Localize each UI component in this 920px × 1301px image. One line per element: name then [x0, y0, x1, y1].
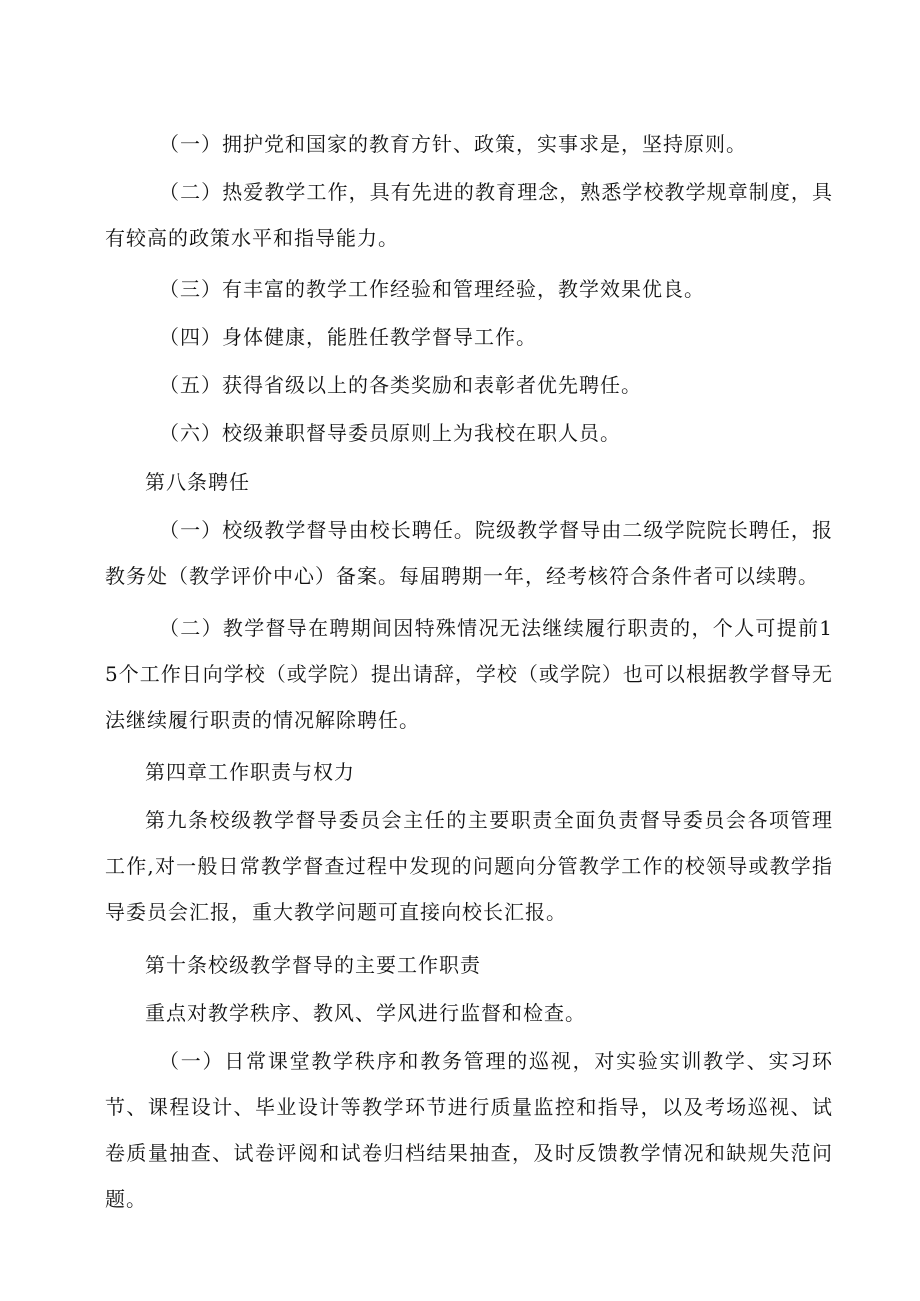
- duty-paragraph-1: （一）日常课堂教学秩序和教务管理的巡视，对实验实训教学、实习环节、课程设计、毕业设计等教学环节进行质量监控和指导，以及考场巡视、试卷质量抽查、试卷评阅和试卷归档结果抽查，及时反馈教学情况和缺规失范问题。: [105, 1049, 833, 1211]
- paragraph-qualification-5: （五）获得省级以上的各类奖励和表彰者优先聘任。: [159, 373, 642, 397]
- chapter-4-heading: 第四章工作职责与权力: [145, 760, 355, 784]
- paragraph-qualification-1: （一）拥护党和国家的教育方针、政策，实事求是，坚持原则。: [159, 132, 747, 156]
- paragraph-qualification-3: （三）有丰富的教学工作经验和管理经验，教学效果优良。: [159, 277, 705, 301]
- article-10-heading: 第十条校级教学督导的主要工作职责: [145, 953, 481, 977]
- article-8-heading: 第八条聘任: [145, 470, 250, 494]
- paragraph-appointment-2: （二）教学督导在聘期间因特殊情况无法继续履行职责的，个人可提前15个工作日向学校（或学院）提出请辞，学校（或学院）也可以根据教学督导无法继续履行职责的情况解除聘任。: [105, 616, 833, 732]
- paragraph-appointment-1: （一）校级教学督导由校长聘任。院级教学督导由二级学院院长聘任，报教务处（教学评价中心）备案。每届聘期一年，经考核符合条件者可以续聘。: [105, 518, 833, 588]
- paragraph-qualification-4: （四）身体健康，能胜任教学督导工作。: [159, 325, 537, 349]
- article-9-paragraph: 第九条校级教学督导委员会主任的主要职责全面负责督导委员会各项管理工作,对一般日常教学督查过程中发现的问题向分管教学工作的校领导或教学指导委员会汇报，重大教学问题可直接向校长汇报。: [105, 808, 833, 924]
- focus-paragraph: 重点对教学秩序、教风、学风进行监督和检查。: [145, 1001, 586, 1025]
- paragraph-qualification-6: （六）校级兼职督导委员原则上为我校在职人员。: [159, 421, 621, 445]
- paragraph-qualification-2: （二）热爱教学工作，具有先进的教育理念，熟悉学校教学规章制度，具有较高的政策水平和指导能力。: [105, 180, 833, 250]
